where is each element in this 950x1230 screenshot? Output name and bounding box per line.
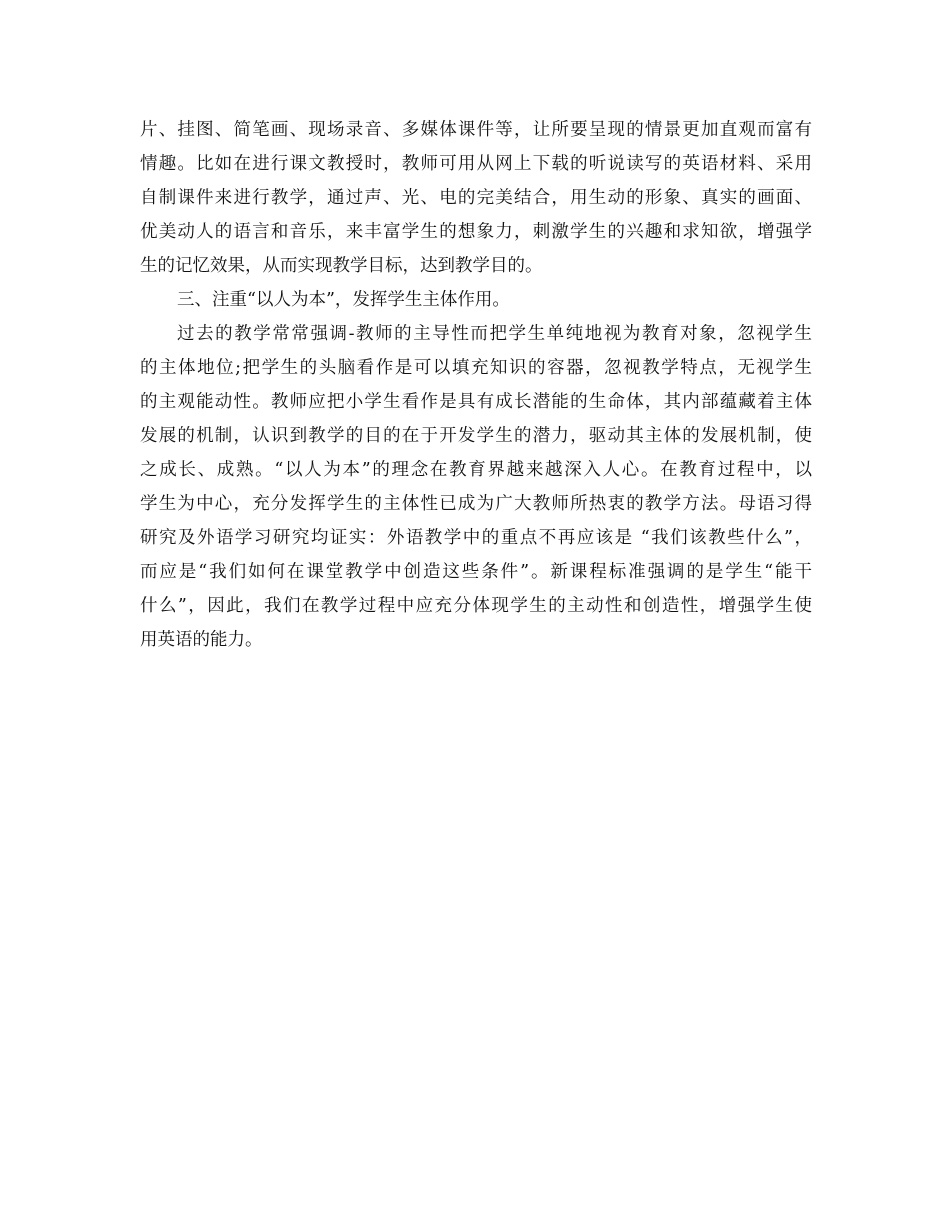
text-line: 发展的机制，认识到教学的目的在于开发学生的潜力，驱动其主体的发展机制，使	[140, 426, 812, 446]
text-line: 的主体地位;把学生的头脑看作是可以填充知识的容器，忽视教学特点，无视学生	[140, 358, 812, 378]
text-line: 生的记忆效果，从而实现教学目标，达到教学目的。	[140, 256, 543, 276]
text-line: 片、挂图、简笔画、现场录音、多媒体课件等，让所要呈现的情景更加直观而富有	[140, 120, 812, 140]
section-heading: 三、注重“以人为本”，发挥学生主体作用。	[177, 290, 510, 310]
text-line: 之成长、成熟。“以人为本”的理念在教育界越来越深入人心。在教育过程中，以	[140, 460, 812, 480]
text-line: 情趣。比如在进行课文教授时，教师可用从网上下载的听说读写的英语材料、采用	[140, 154, 812, 174]
document-body	[140, 113, 812, 657]
text-line: 而应是“我们如何在课堂教学中创造这些条件”。新课程标准强调的是学生“能干	[140, 562, 812, 582]
text-line: 过去的教学常常强调-教师的主导性而把学生单纯地视为教育对象，忽视学生	[177, 324, 812, 344]
text-line: 什么”，因此，我们在教学过程中应充分体现学生的主动性和创造性，增强学生使	[140, 596, 812, 616]
text-line: 学生为中心，充分发挥学生的主体性已成为广大教师所热衷的教学方法。母语习得	[140, 494, 812, 514]
text-line: 的主观能动性。教师应把小学生看作是具有成长潜能的生命体，其内部蕴藏着主体	[140, 392, 812, 412]
text-line: 优美动人的语言和音乐，来丰富学生的想象力，刺激学生的兴趣和求知欲，增强学	[140, 222, 812, 242]
text-line: 研究及外语学习研究均证实：外语教学中的重点不再应该是 “我们该教些什么”，	[140, 528, 812, 548]
text-line: 自制课件来进行教学，通过声、光、电的完美结合，用生动的形象、真实的画面、	[140, 188, 812, 208]
text-line: 用英语的能力。	[140, 630, 263, 650]
